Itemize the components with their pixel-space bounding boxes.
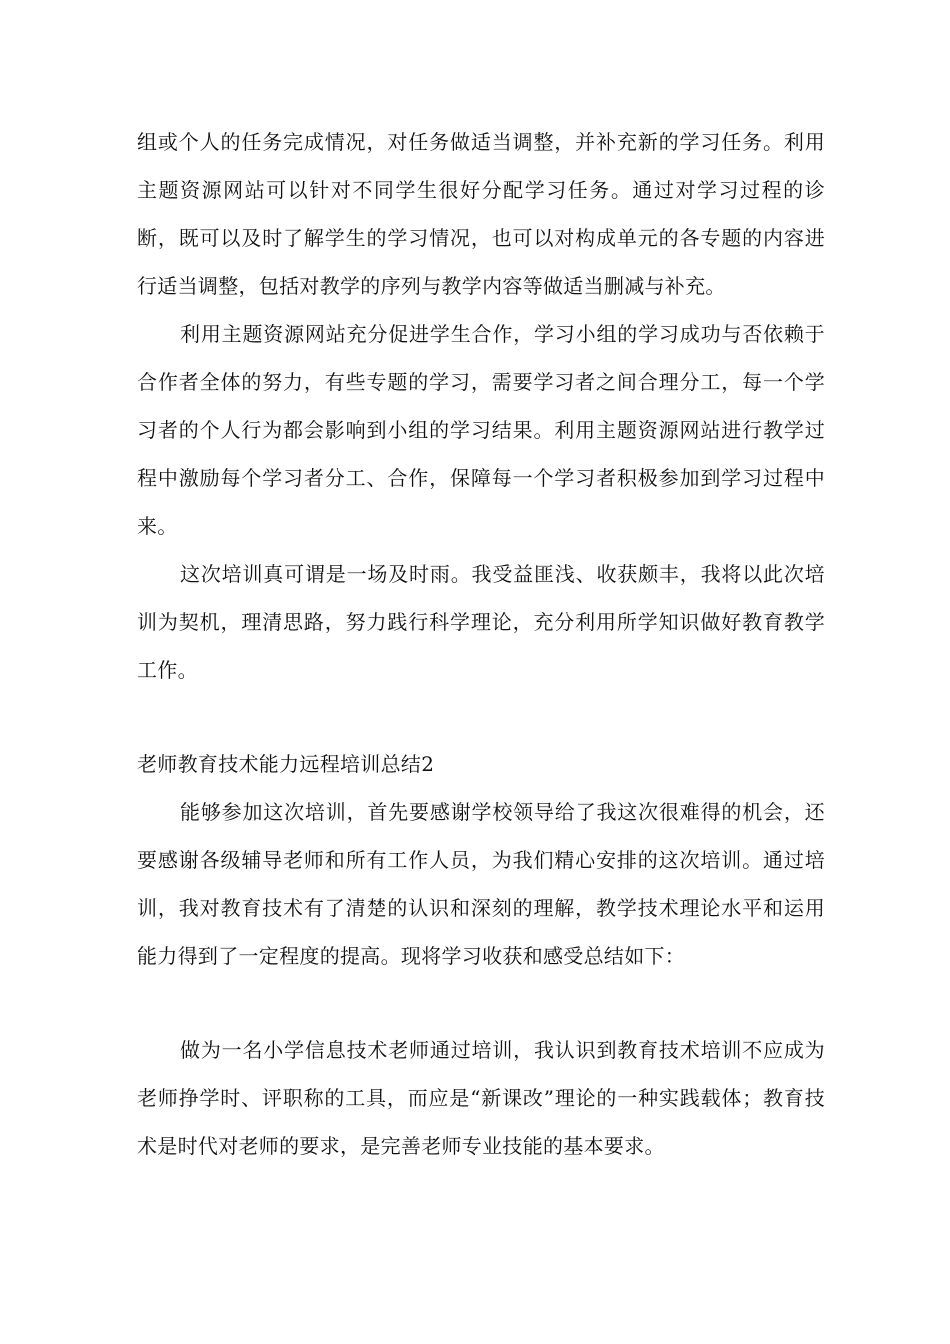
paragraph-conclusion: 这次培训真可谓是一场及时雨。我受益匪浅、收获颇丰，我将以此次培训为契机，理清思路，努力践行科学理论，充分利用所学知识做好教育教学工作。 [137,562,825,682]
document-body [137,118,825,1170]
paragraph-thanks: 能够参加这次培训，首先要感谢学校领导给了我这次很难得的机会，还要感谢各级辅导老师和所有工作人员，为我们精心安排的这次培训。通过培训，我对教育技术有了清楚的认识和深刻的理解，教学技术理论水平和运用能力得到了一定程度的提高。现将学习收获和感受总结如下： [137,800,825,968]
paragraph-cooperation: 利用主题资源网站充分促进学生合作，学习小组的学习成功与否依赖于合作者全体的努力，有些专题的学习，需要学习者之间合理分工，每一个学习者的个人行为都会影响到小组的学习结果。利用主题资源网站进行教学过程中激励每个学习者分工、合作，保障每一个学习者积极参加到学习过程中来。 [137,322,825,538]
section-title: 老师教育技术能力远程培训总结2 [137,752,435,776]
paragraph-reflection: 做为一名小学信息技术老师通过培训，我认识到教育技术培训不应成为老师挣学时、评职称的工具，而应是“新课改”理论的一种实践载体；教育技术是时代对老师的要求，是完善老师专业技能的基本要求。 [137,1038,825,1158]
paragraph-continuation: 组或个人的任务完成情况，对任务做适当调整，并补充新的学习任务。利用主题资源网站可以针对不同学生很好分配学习任务。通过对学习过程的诊断，既可以及时了解学生的学习情况，也可以对构成单元的各专题的内容进行适当调整，包括对教学的序列与教学内容等做适当删减与补充。 [137,130,825,298]
